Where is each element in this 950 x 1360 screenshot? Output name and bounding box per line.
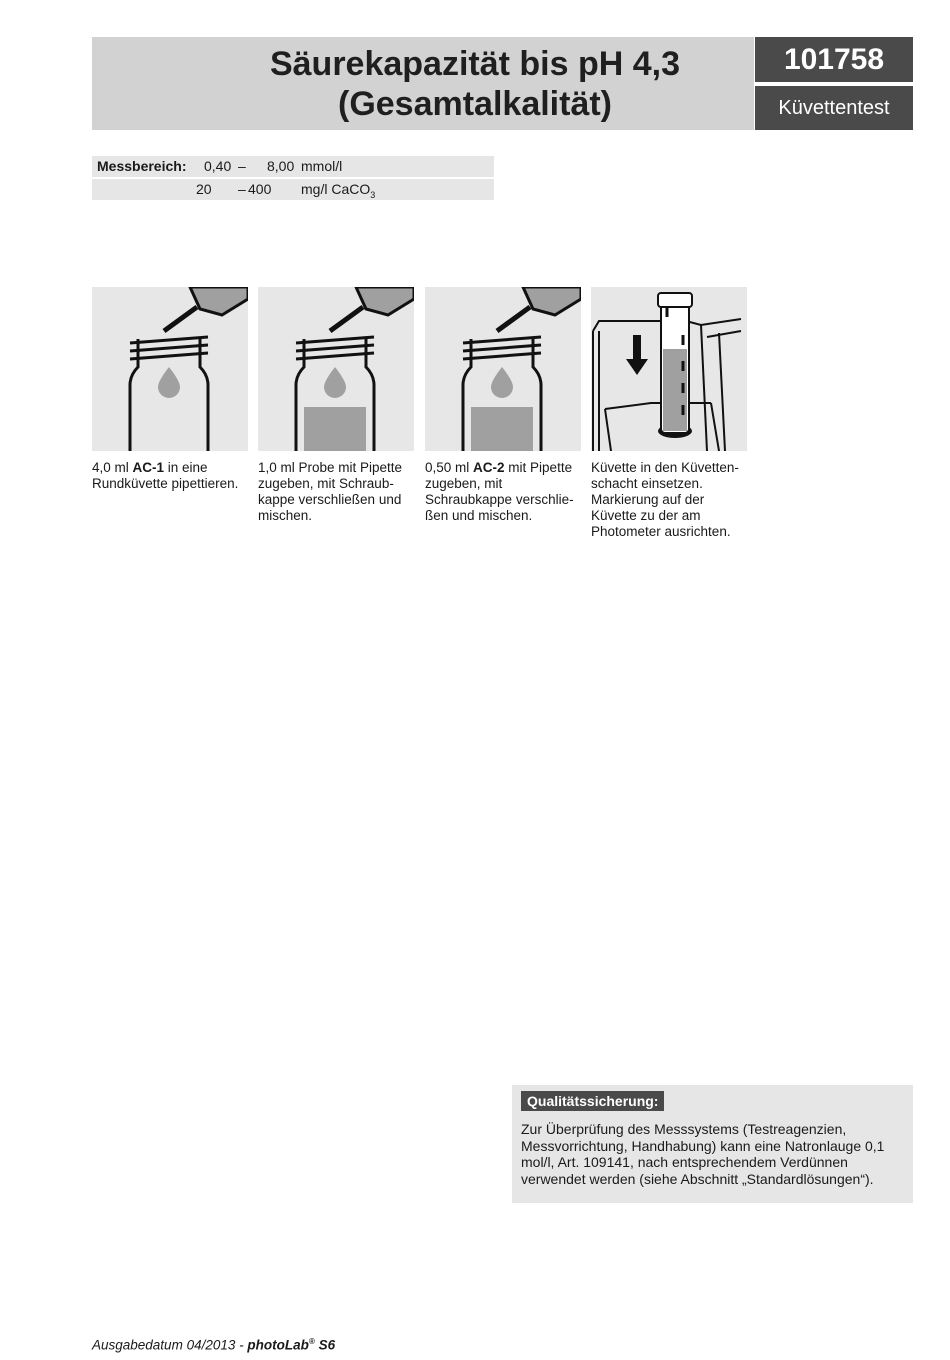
footer-date: Ausgabedatum 04/2013 <box>92 1337 236 1353</box>
footer-reg: ® <box>308 1337 315 1346</box>
quality-text: Zur Überprüfung des Messsystems (Testreagenzien, Messvorrichtung, Handhabung) kann eine Natronlauge 0,1 mol/l, Art. 109141, nach entsprechendem Verdünnen verwendet werden (siehe Abschnitt „Standardlösungen“). <box>521 1121 885 1187</box>
range-from: 0,40 <box>204 158 232 174</box>
pipette-icon <box>164 287 248 331</box>
range-row-2 <box>92 179 494 200</box>
range-label: Messbereich: <box>97 158 187 174</box>
drop-icon <box>324 367 346 398</box>
range-unit: mg/l CaCO$_3$ <box>301 181 376 200</box>
step-1-illustration <box>92 287 248 451</box>
pipette-icon <box>330 287 414 331</box>
range-to: 400 <box>248 181 272 197</box>
page-title <box>200 44 750 124</box>
liquid-fill <box>304 407 366 451</box>
step-3-text: 0,50 ml AC-2 mit Pipette zugeben, mit Schraubkappe verschlie-ßen und mischen. <box>425 460 574 523</box>
title-line-1: Säurekapazität bis pH 4,3 <box>269 45 681 83</box>
cuvette-icon <box>658 293 692 433</box>
drop-icon <box>491 367 513 398</box>
footer <box>92 1337 335 1353</box>
range-dash: – <box>238 181 246 197</box>
step-2-illustration <box>258 287 414 451</box>
test-type: Küvettentest <box>755 86 913 130</box>
title-line-2: (Gesamtalkalität) <box>338 85 612 123</box>
step-4-illustration <box>591 287 747 451</box>
drop-icon <box>158 367 180 398</box>
range-row-1 <box>92 156 494 177</box>
footer-separator: - <box>239 1337 244 1353</box>
arrow-down-icon <box>626 335 648 375</box>
step-1-text: 4,0 ml AC-1 in eine Rundküvette pipettieren. <box>92 460 239 491</box>
step-2-text: 1,0 ml Probe mit Pipette zugeben, mit Schraub-kappe verschließen und mischen. <box>258 460 403 523</box>
range-to: 8,00 <box>267 158 295 174</box>
range-from: 20 <box>196 181 212 197</box>
step-3-illustration <box>425 287 581 451</box>
range-unit: mmol/l <box>301 158 343 174</box>
quality-label: Qualitätssicherung: <box>521 1091 664 1111</box>
step-4-text: Küvette in den Küvetten-schacht einsetzen. Markierung auf der Küvette zu der am Photometer ausrichten. <box>591 460 739 539</box>
footer-model: S6 <box>318 1337 336 1353</box>
footer-brand: photoLab <box>247 1337 309 1353</box>
pipette-icon <box>497 287 581 331</box>
liquid-fill <box>471 407 533 451</box>
article-number: 101758 <box>755 37 913 82</box>
range-dash: – <box>238 158 246 174</box>
